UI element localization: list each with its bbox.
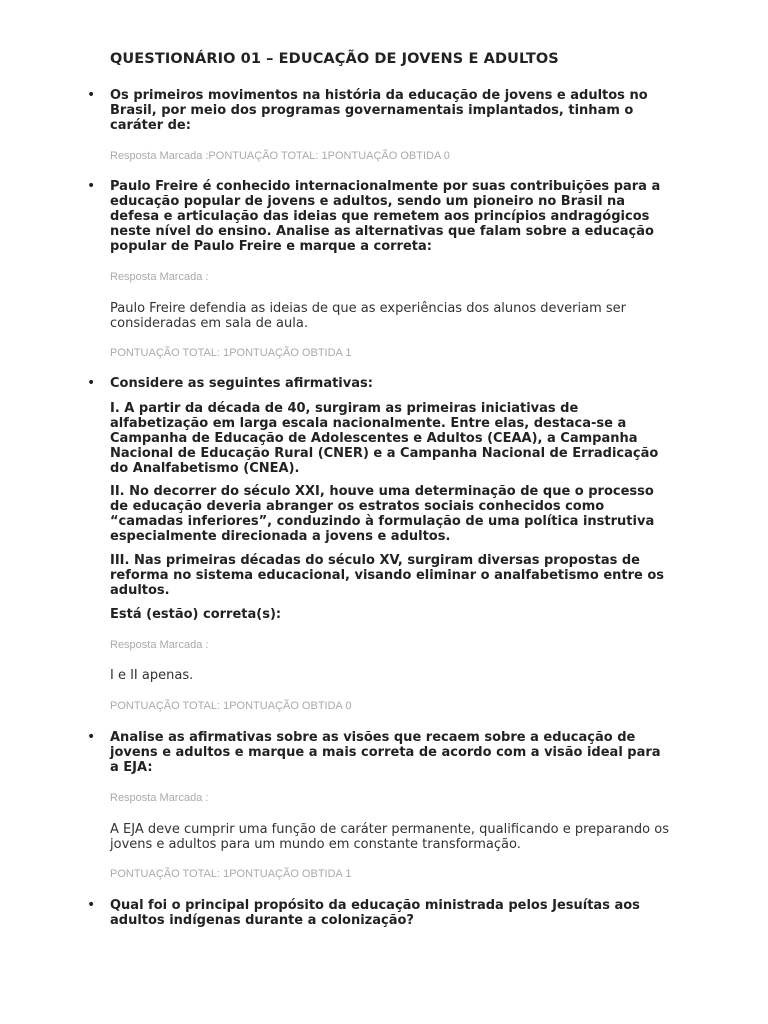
question-1-score: Resposta Marcada :PONTUAÇÃO TOTAL: 1PONTUAÇÃO OBTIDA 0 [110,150,450,162]
question-3-item-2: II. No decorrer do século XXI, houve uma determinação de que o processo de educação deveria abranger os estratos sociais conhecidos como “camadas inferiores”, conduzindo à formulação de uma política instrutiva especialmente direcionada a jovens e adultos. [110,484,655,544]
question-4-answer: A EJA deve cumprir uma função de caráter permanente, qualificando e preparando os jovens e adultos para um mundo em constante transformação. [110,822,669,852]
question-3-item-3: III. Nas primeiras décadas do século XV, surgiram diversas propostas de reforma no sistema educacional, visando eliminar o analfabetismo entre os adultos. [110,553,665,598]
question-2-score: PONTUAÇÃO TOTAL: 1PONTUAÇÃO OBTIDA 1 [110,347,352,359]
question-2-text: Paulo Freire é conhecido internacionalmente por suas contribuições para a educação popular de jovens e adultos, sendo um pioneiro no Brasil na defesa e articulação das ideias que remetem aos princípios andragógicos neste nível do ensino. Analise as alternativas que falam sobre a educação popular de Paulo Freire e marque a correta: [110,179,661,254]
question-3-marked-label: Resposta Marcada : [110,639,209,651]
question-4-marked-label: Resposta Marcada : [110,792,209,804]
question-3-item-1: I. A partir da década de 40, surgiram as primeiras iniciativas de alfabetização em larga escala nacionalmente. Entre elas, destaca-se a Campanha de Educação de Adolescentes e Adultos (CEAA), a Campanha Nacional de Educação Rural (CNER) e a Campanha Nacional de Erradicação do Analfabetismo (CNEA). [110,401,659,476]
page-title: QUESTIONÁRIO 01 – EDUCAÇÃO DE JOVENS E ADULTOS [110,51,559,67]
question-3-score: PONTUAÇÃO TOTAL: 1PONTUAÇÃO OBTIDA 0 [110,700,352,712]
bullet-marker: • [87,87,96,103]
question-1-text: Os primeiros movimentos na história da educação de jovens e adultos no Brasil, por meio dos programas governamentais implantados, tinham o caráter de: [110,88,648,133]
question-4-score: PONTUAÇÃO TOTAL: 1PONTUAÇÃO OBTIDA 1 [110,868,352,880]
bullet-marker: • [87,897,96,913]
bullet-marker: • [87,375,96,391]
bullet-marker: • [87,729,96,745]
question-3-intro: Considere as seguintes afirmativas: [110,376,373,391]
question-4-text: Analise as afirmativas sobre as visões que recaem sobre a educação de jovens e adultos e marque a mais correta de acordo com a visão ideal para a EJA: [110,730,661,775]
question-3-prompt: Está (estão) correta(s): [110,607,282,622]
question-2-answer: Paulo Freire defendia as ideias de que as experiências dos alunos deveriam ser consideradas em sala de aula. [110,301,627,331]
question-3-answer: I e II apenas. [110,668,194,683]
question-5-text: Qual foi o principal propósito da educação ministrada pelos Jesuítas aos adultos indígenas durante a colonização? [110,898,640,928]
question-2-marked-label: Resposta Marcada : [110,271,209,283]
bullet-marker: • [87,178,96,194]
